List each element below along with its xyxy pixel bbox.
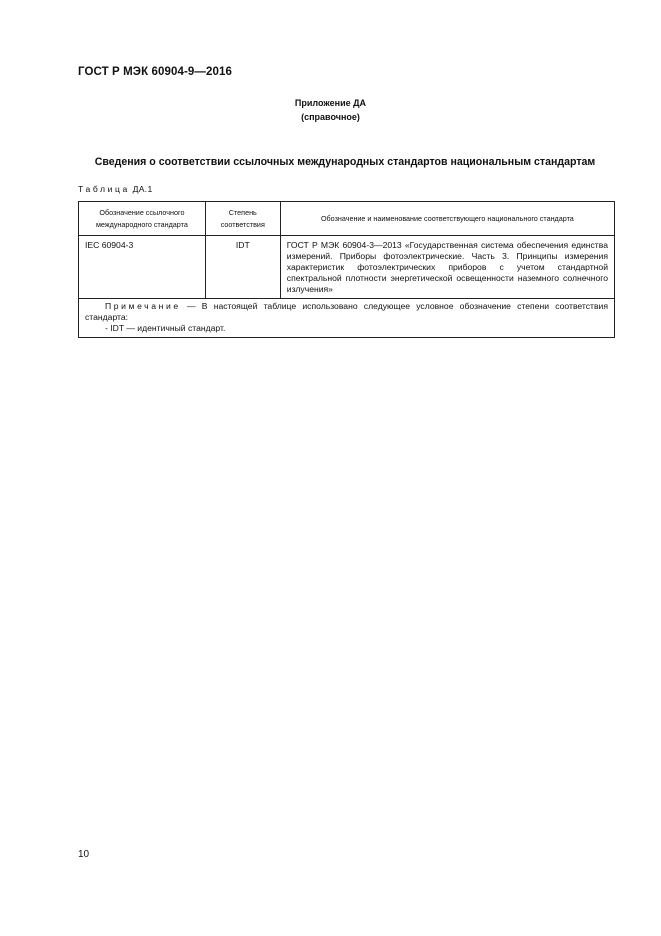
column-header-international-standard: Обозначение ссылочного международного стандарта	[79, 202, 206, 236]
appendix-title: Приложение ДА	[294, 98, 367, 108]
note-item: - IDT — идентичный стандарт.	[105, 323, 226, 333]
document-code-header: ГОСТ Р МЭК 60904-9—2016	[78, 66, 232, 78]
appendix-heading	[0, 96, 661, 124]
note-text	[85, 301, 608, 323]
note-label: Примечание	[105, 301, 181, 311]
standards-correspondence-table	[78, 201, 615, 338]
cell-national-standard: ГОСТ Р МЭК 60904-3—2013 «Государственная система обеспечения единства измерений. Приборы фотоэлектрические. Часть 3. Принципы измерения характеристик фотоэлектрических приборов с учетом стандартной спектральной плотности энергетической освещенности наземного солнечного излучения»	[280, 236, 614, 299]
table-caption-id: ДА.1	[132, 184, 153, 194]
table-note	[79, 299, 615, 338]
appendix-subtitle: (справочное)	[301, 112, 360, 122]
column-header-national-standard: Обозначение и наименование соответствующего национального стандарта	[280, 202, 614, 236]
cell-international-standard: IEC 60904-3	[79, 236, 206, 299]
column-header-degree: Степень соответствия	[205, 202, 280, 236]
note-body: — В настоящей таблице использовано следующее условное обозначение степени соответствия стандарта:	[85, 301, 609, 322]
table-caption-label: Таблица	[78, 184, 130, 194]
page-number: 10	[78, 849, 90, 860]
table-row	[79, 236, 615, 299]
table-header-row	[79, 202, 615, 236]
section-title: Сведения о соответствии ссылочных международных стандартов национальным стандартам	[94, 156, 596, 168]
table-note-row	[79, 299, 615, 338]
table-caption	[78, 184, 153, 194]
cell-degree: IDT	[205, 236, 280, 299]
